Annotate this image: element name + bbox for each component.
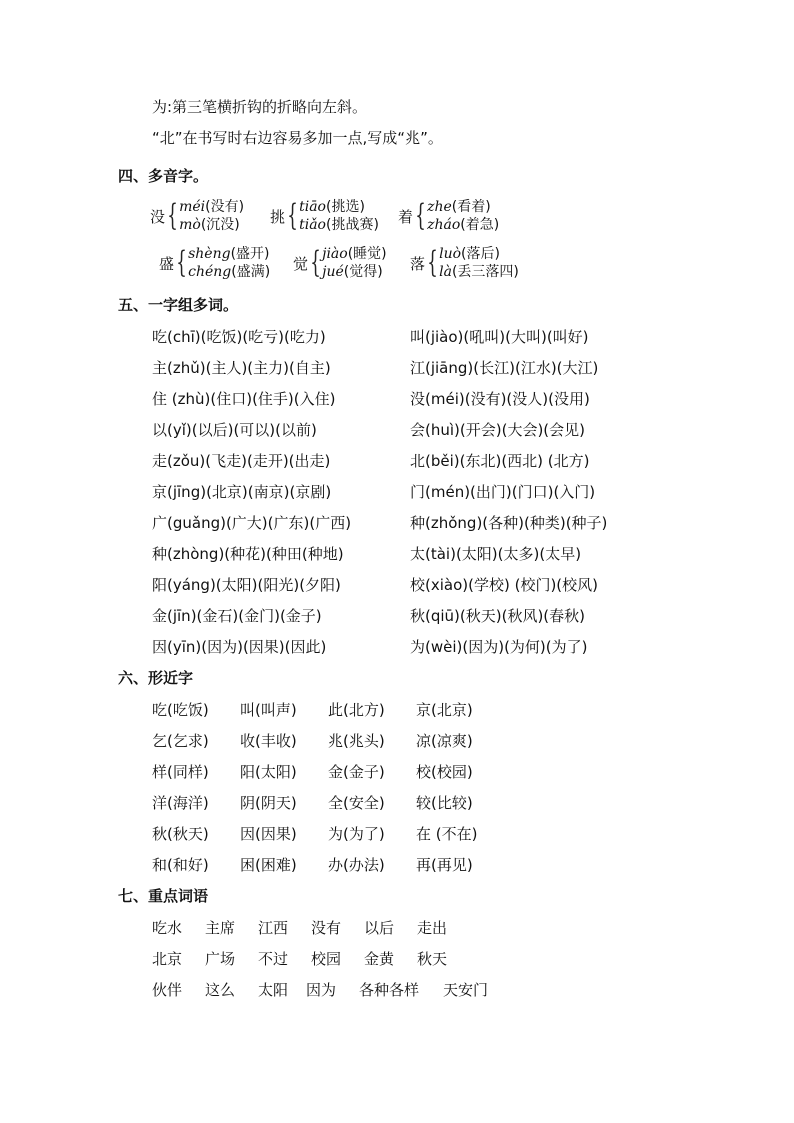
pinyin: zháo — [427, 217, 461, 233]
polyphone-char: 觉 — [293, 254, 309, 273]
list-item: 为(wèi)(因为)(为何)(为了) — [410, 638, 588, 656]
vocab-word: 这么 — [205, 981, 236, 999]
table-cell: 金(金子) — [328, 763, 385, 781]
list-item: 京(jīng)(北京)(南京)(京剧) — [152, 483, 332, 501]
table-cell: 洋(海洋) — [152, 794, 209, 812]
list-item: 金(jīn)(金石)(金门)(金子) — [152, 607, 322, 625]
note-line-2: “北”在书写时右边容易多加一点,写成“兆”。 — [152, 129, 443, 147]
word: (丢三落四) — [451, 264, 519, 280]
word: (觉得) — [343, 264, 383, 280]
word: (着急) — [460, 217, 500, 233]
table-cell: 全(安全) — [328, 794, 385, 812]
table-cell: 较(比较) — [416, 794, 473, 812]
pinyin: shèng — [188, 246, 231, 262]
table-cell: 乞(乞求) — [152, 732, 209, 750]
vocab-word: 走出 — [417, 919, 448, 937]
vocab-word: 太阳 — [258, 981, 289, 999]
list-item: 校(xiào)(学校) (校门)(校风) — [410, 576, 598, 594]
polyphone-group — [293, 245, 387, 281]
polyphone-group — [270, 198, 379, 234]
section-4-heading: 四、多音字。 — [118, 167, 209, 185]
table-cell: 阴(阴天) — [240, 794, 297, 812]
polyphone-char: 落 — [410, 254, 426, 273]
table-cell: 困(困难) — [240, 856, 297, 874]
table-cell: 凉(凉爽) — [416, 732, 473, 750]
word: (落后) — [461, 246, 500, 262]
vocab-word: 秋天 — [417, 950, 448, 968]
table-cell: 收(丰收) — [240, 732, 297, 750]
polyphone-char: 没 — [150, 207, 166, 226]
polyphone-group — [159, 245, 270, 281]
list-item: 叫(jiào)(吼叫)(大叫)(叫好) — [410, 328, 589, 346]
polyphone-group — [150, 198, 244, 234]
word: (没有) — [205, 199, 245, 215]
brace-icon: { — [176, 245, 187, 280]
table-cell: 为(为了) — [328, 825, 385, 843]
pinyin: chéng — [188, 264, 232, 280]
word: (挑战赛) — [326, 217, 379, 233]
table-cell: 吃(吃饭) — [152, 701, 209, 719]
pinyin: tiǎo — [299, 217, 326, 233]
pinyin: jué — [322, 264, 344, 280]
word: (盛满) — [231, 264, 271, 280]
pinyin: zhe — [427, 199, 452, 215]
list-item: 阳(yáng)(太阳)(阳光)(夕阳) — [152, 576, 341, 594]
list-item: 走(zǒu)(飞走)(走开)(出走) — [152, 452, 331, 470]
list-item: 北(běi)(东北)(西北) (北方) — [410, 452, 590, 470]
word: (看着) — [451, 199, 491, 215]
word: (盛开) — [230, 246, 270, 262]
list-item: 主(zhǔ)(主人)(主力)(自主) — [152, 359, 331, 377]
table-cell: 校(校园) — [416, 763, 473, 781]
list-item: 秋(qiū)(秋天)(秋风)(春秋) — [410, 607, 586, 625]
vocab-word: 广场 — [205, 950, 236, 968]
list-item: 以(yǐ)(以后)(可以)(以前) — [152, 421, 317, 439]
pinyin: tiāo — [299, 199, 326, 215]
vocab-word: 吃水 — [152, 919, 183, 937]
vocab-word: 以后 — [364, 919, 395, 937]
table-cell: 再(再见) — [416, 856, 473, 874]
section-6-heading: 六、形近字 — [118, 669, 194, 687]
pinyin: là — [439, 264, 452, 280]
list-item: 住 (zhù)(住口)(住手)(入住) — [152, 390, 336, 408]
table-cell: 叫(叫声) — [240, 701, 297, 719]
table-cell: 和(和好) — [152, 856, 209, 874]
pinyin: luò — [439, 246, 462, 262]
word: (挑选) — [326, 199, 365, 215]
polyphone-char: 盛 — [159, 254, 175, 273]
section-7-heading: 七、重点词语 — [118, 887, 209, 905]
word: (睡觉) — [347, 246, 387, 262]
list-item: 广(guǎng)(广大)(广东)(广西) — [152, 514, 352, 532]
vocab-word: 伙伴 — [152, 981, 183, 999]
vocab-word: 金黄 — [364, 950, 395, 968]
table-cell: 在 (不在) — [416, 825, 478, 843]
brace-icon: { — [287, 198, 298, 233]
list-item: 没(méi)(没有)(没人)(没用) — [410, 390, 590, 408]
brace-icon: { — [427, 245, 438, 280]
polyphone-char: 着 — [398, 207, 414, 226]
list-item: 种(zhǒng)(各种)(种类)(种子) — [410, 514, 608, 532]
polyphone-group — [410, 245, 519, 281]
polyphone-char: 挑 — [270, 207, 286, 226]
note-line-1: 为:第三笔横折钩的折略向左斜。 — [152, 98, 368, 116]
vocab-word: 各种各样 — [359, 981, 420, 999]
vocab-word: 校园 — [311, 950, 342, 968]
vocab-word: 北京 — [152, 950, 183, 968]
vocab-word: 天安门 — [443, 981, 489, 999]
brace-icon: { — [310, 245, 321, 280]
table-cell: 样(同样) — [152, 763, 209, 781]
list-item: 江(jiāng)(长江)(江水)(大江) — [410, 359, 599, 377]
table-cell: 此(北方) — [328, 701, 385, 719]
vocab-word: 主席 — [205, 919, 236, 937]
table-cell: 办(办法) — [328, 856, 385, 874]
pinyin: mò — [179, 217, 201, 233]
table-cell: 京(北京) — [416, 701, 473, 719]
section-5-heading: 五、一字组多词。 — [118, 296, 239, 314]
vocab-word: 江西 — [258, 919, 289, 937]
vocab-word: 没有 — [311, 919, 342, 937]
pinyin: méi — [179, 199, 206, 215]
list-item: 会(huì)(开会)(大会)(会见) — [410, 421, 585, 439]
list-item: 种(zhòng)(种花)(种田(种地) — [152, 545, 344, 563]
pinyin: jiào — [322, 246, 348, 262]
polyphone-group — [398, 198, 499, 234]
vocab-word: 不过 — [258, 950, 289, 968]
brace-icon: { — [167, 198, 178, 233]
list-item: 因(yīn)(因为)(因果)(因此) — [152, 638, 327, 656]
list-item: 吃(chī)(吃饭)(吃亏)(吃力) — [152, 328, 326, 346]
table-cell: 阳(太阳) — [240, 763, 297, 781]
word: (沉没) — [200, 217, 240, 233]
brace-icon: { — [415, 198, 426, 233]
list-item: 门(mén)(出门)(门口)(入门) — [410, 483, 596, 501]
table-cell: 兆(兆头) — [328, 732, 385, 750]
table-cell: 秋(秋天) — [152, 825, 209, 843]
table-cell: 因(因果) — [240, 825, 297, 843]
list-item: 太(tài)(太阳)(太多)(太早) — [410, 545, 582, 563]
vocab-word: 因为 — [306, 981, 337, 999]
